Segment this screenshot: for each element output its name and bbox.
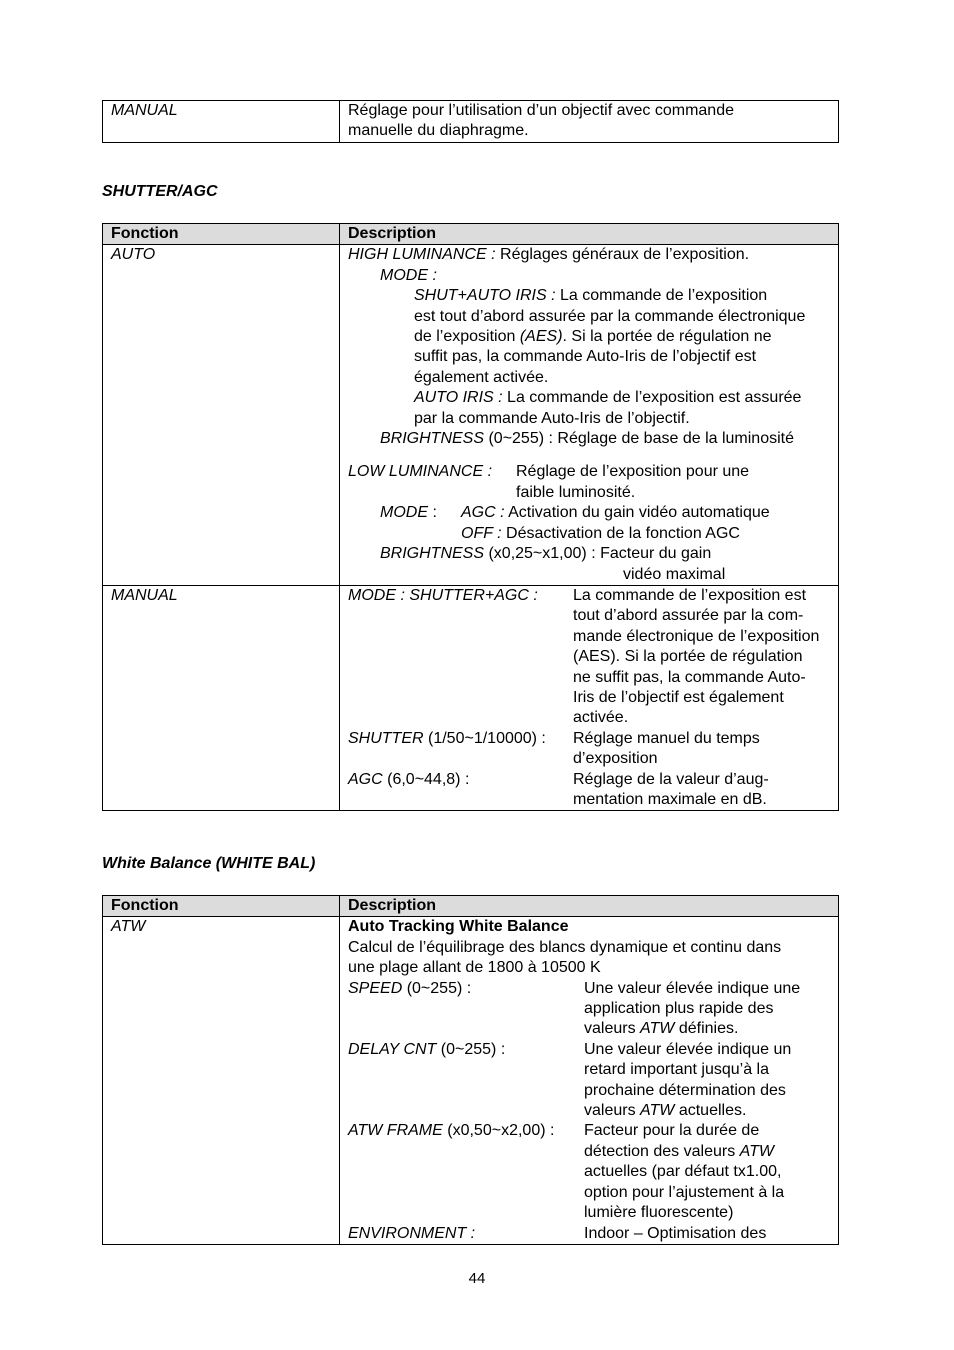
param-text: (0~255) : Réglage de base de la luminosité [484, 430, 794, 448]
param-text: La commande de l’exposition est [573, 586, 807, 604]
param-text: Une valeur élevée indique un [584, 1040, 792, 1058]
param-text: (0~255) : [436, 1040, 506, 1058]
param-label: MODE : SHUTTER+AGC : [348, 586, 538, 604]
param-text: Désactivation de la fonction AGC [501, 524, 740, 542]
description-cell [340, 101, 839, 143]
param-text: détection des valeurs [584, 1142, 740, 1160]
page-number: 44 [468, 1270, 486, 1287]
param-text: vidéo maximal [623, 565, 726, 583]
param-text: ATW [640, 1102, 675, 1120]
param-text: par la commande Auto-Iris de l’objectif. [414, 409, 690, 427]
column-header-fonction: Fonction [103, 224, 340, 245]
param-text: Calcul de l’équilibrage des blancs dynamique et continu dans [348, 938, 782, 956]
column-header-description: Description [340, 896, 839, 917]
fonction-cell: MANUAL [103, 101, 340, 143]
param-text: également activée. [414, 368, 549, 386]
shutter-agc-table [102, 223, 839, 811]
param-label: OFF : [461, 524, 502, 542]
param-text: (AES) [519, 328, 563, 346]
param-text: ATW [640, 1020, 675, 1038]
fonction-cell: AUTO [103, 245, 340, 586]
param-label: HIGH LUMINANCE : [348, 246, 496, 264]
table-header-row [103, 896, 839, 917]
fonction-cell: MANUAL [103, 585, 340, 810]
param-label: SHUTTER [348, 729, 424, 747]
param-text: tout d’abord assurée par la com- [573, 607, 804, 625]
param-label: BRIGHTNESS [380, 545, 485, 563]
param-text: d’exposition [573, 750, 658, 768]
desc-line: manuelle du diaphragme. [348, 122, 529, 140]
param-text: ATW [739, 1142, 775, 1160]
column-header-description: Description [340, 224, 839, 245]
param-text: prochaine détermination des [584, 1081, 786, 1099]
description-cell [340, 245, 839, 586]
param-text: (6,0~44,8) : [382, 770, 470, 788]
param-text: La commande de l’exposition est assurée [502, 389, 802, 407]
param-label: SPEED [348, 979, 403, 997]
param-label: DELAY CNT [348, 1040, 437, 1058]
param-label: AGC : [461, 504, 505, 522]
param-title: Auto Tracking White Balance [348, 918, 569, 936]
param-text: Réglages généraux de l’exposition. [495, 246, 750, 264]
section-heading-shutter-agc: SHUTTER/AGC [102, 183, 218, 200]
param-text: (0~255) : [402, 979, 472, 997]
param-label: MODE : [380, 266, 437, 284]
param-label: AGC [348, 770, 383, 788]
param-text: actuelles (par défaut tx1.00, [584, 1163, 782, 1181]
param-text: retard important jusqu’à la [584, 1061, 769, 1079]
table-row [103, 917, 839, 1245]
white-balance-table [102, 895, 839, 1245]
param-text: Indoor – Optimisation des [584, 1224, 767, 1242]
param-text: lumière fluorescente) [584, 1204, 734, 1222]
param-text: une plage allant de 1800 à 10500 K [348, 959, 601, 977]
param-label: MODE [380, 504, 428, 522]
param-text: Iris de l’objectif est également [573, 688, 784, 706]
description-cell [340, 585, 839, 810]
param-text: : [428, 504, 437, 522]
param-text: valeurs [584, 1102, 641, 1120]
param-text: faible luminosité. [516, 483, 636, 501]
param-label: BRIGHTNESS [380, 430, 485, 448]
param-label: SHUT+AUTO IRIS : [414, 287, 556, 305]
param-text: (AES). Si la portée de régulation [573, 648, 803, 666]
param-text: Activation du gain vidéo automatique [504, 504, 770, 522]
param-text: de l’exposition [414, 328, 520, 346]
param-label: AUTO IRIS : [414, 389, 503, 407]
param-text: Réglage manuel du temps [573, 729, 760, 747]
param-text: Réglage de l’exposition pour une [516, 463, 750, 481]
param-text: valeurs [584, 1020, 641, 1038]
param-text: (1/50~1/10000) : [423, 729, 546, 747]
param-text: La commande de l’exposition [555, 287, 768, 305]
param-label: LOW LUMINANCE : [348, 463, 493, 481]
desc-line: Réglage pour l’utilisation d’un objectif avec commande [348, 102, 734, 119]
section-heading-white-balance: White Balance (WHITE BAL) [102, 855, 316, 872]
column-header-fonction: Fonction [103, 896, 340, 917]
table-row [103, 585, 839, 810]
param-text: définies. [674, 1020, 739, 1038]
param-text: Facteur pour la durée de [584, 1122, 760, 1140]
param-text: option pour l’ajustement à la [584, 1183, 785, 1201]
param-text: mentation maximale en dB. [573, 790, 767, 808]
param-text: Une valeur élevée indique une [584, 979, 801, 997]
table-row [103, 245, 839, 586]
param-text: . Si la portée de régulation ne [562, 328, 772, 346]
description-cell [340, 917, 839, 1245]
param-text: suffit pas, la commande Auto-Iris de l’objectif est [414, 348, 757, 366]
fonction-cell: ATW [103, 917, 340, 1245]
param-text: actuelles. [674, 1102, 747, 1120]
param-text: application plus rapide des [584, 1000, 774, 1018]
param-text: ne suffit pas, la commande Auto- [573, 668, 806, 686]
param-text: (x0,50~x2,00) : [442, 1122, 555, 1140]
param-text: mande électronique de l’exposition [573, 627, 820, 645]
param-label: ATW FRAME [348, 1122, 443, 1140]
param-text: (x0,25~x1,00) : Facteur du gain [484, 545, 712, 563]
param-text: activée. [573, 709, 629, 727]
param-text: est tout d’abord assurée par la commande électronique [414, 307, 806, 325]
table-row [103, 101, 839, 143]
param-label: ENVIRONMENT : [348, 1224, 476, 1242]
manual-iris-table [102, 100, 839, 143]
table-header-row [103, 224, 839, 245]
param-text: Réglage de la valeur d’aug- [573, 770, 769, 788]
